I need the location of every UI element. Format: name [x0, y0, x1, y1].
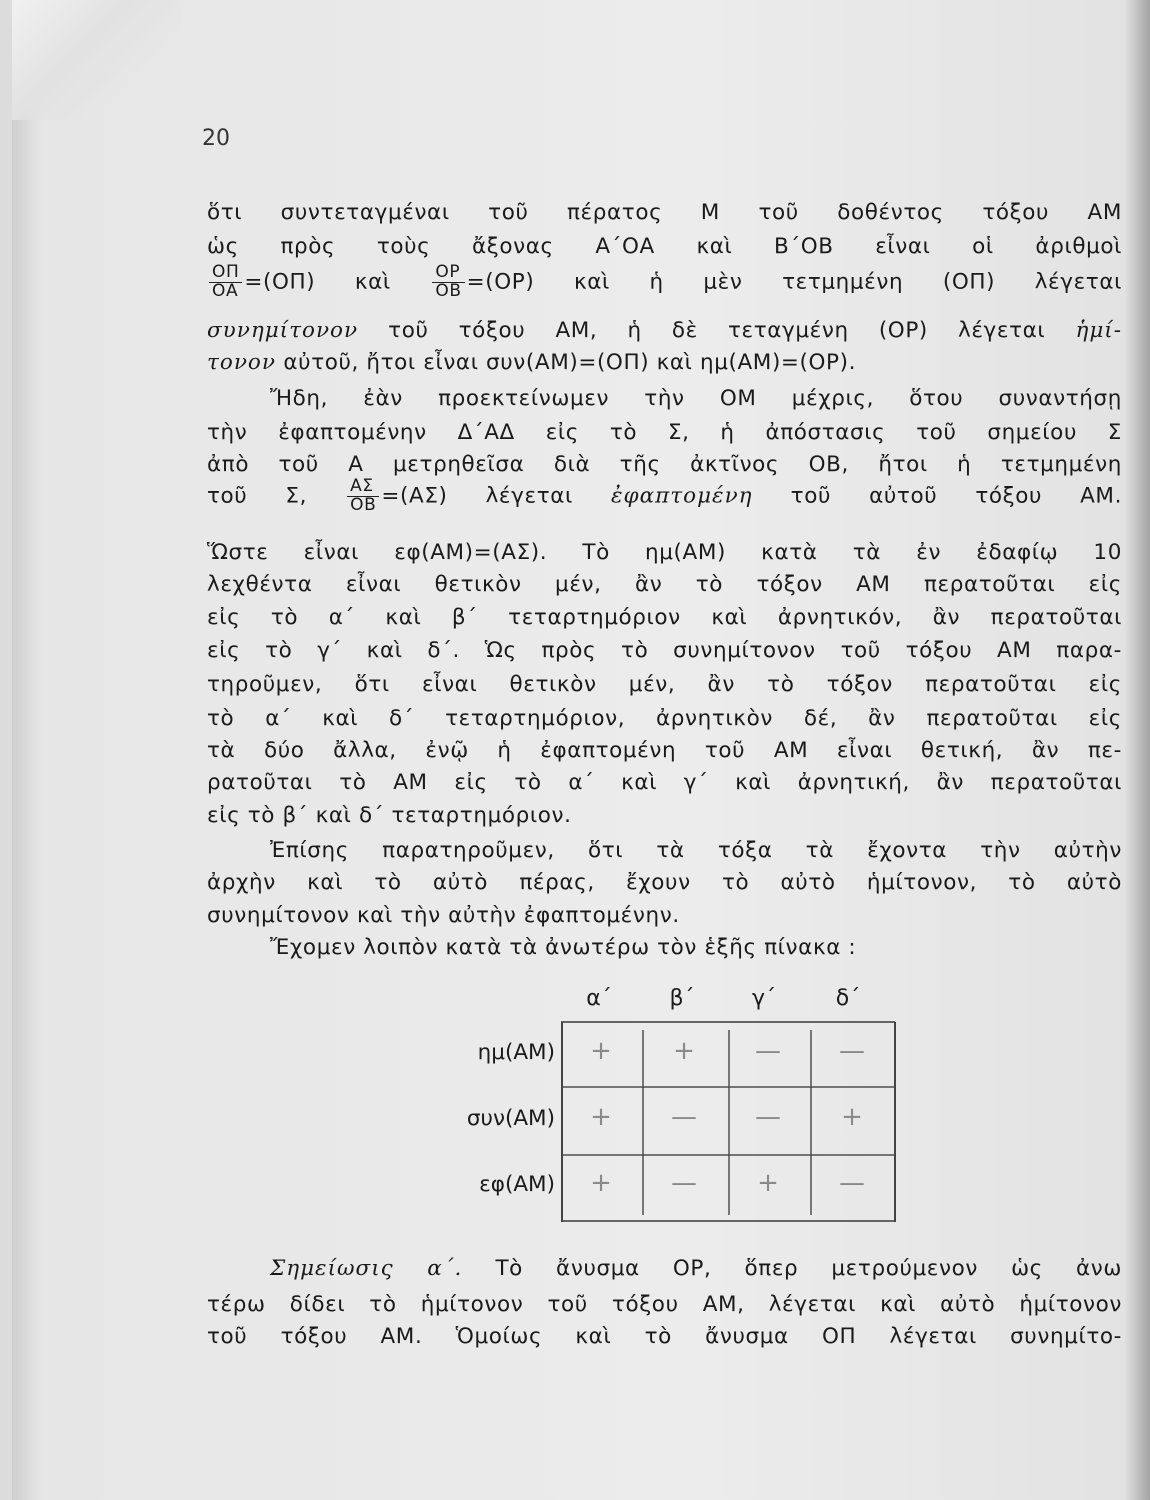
text-line: εἰς τὸ γ΄ καὶ δ΄. Ὡς πρὸς τὸ συνημίτονον τοῦ τόξου ΑΜ παρα-: [207, 638, 1122, 663]
note-line: τέρω δίδει τὸ ἡμίτονον τοῦ τόξου ΑΜ, λέγεται καὶ αὐτὸ ἡμίτονον: [207, 1292, 1122, 1317]
note-line: [270, 1256, 1122, 1281]
fraction-numerator: ΟΠ: [209, 264, 242, 283]
table-row-label: εφ(ΑΜ): [479, 1172, 555, 1197]
table-cell: +: [841, 1102, 863, 1132]
text-line: Ὥστε εἶναι εφ(ΑΜ)=(ΑΣ). Τὸ ημ(ΑΜ) κατὰ τὰ ἐν ἐδαφίῳ 10: [207, 540, 1122, 565]
fraction-denominator: ΟΑ: [212, 280, 239, 301]
text-line: ὅτι συντεταγμέναι τοῦ πέρατος Μ τοῦ δοθέντος τόξου ΑΜ: [207, 200, 1122, 225]
table-cell: +: [590, 1168, 612, 1198]
text-line: τηροῦμεν, ὅτι εἶναι θετικὸν μέν, ἂν τὸ τόξον περατοῦται εἰς: [207, 672, 1122, 697]
fraction-numerator: ΑΣ: [347, 478, 379, 497]
text-line: λεχθέντα εἶναι θετικὸν μέν, ἂν τὸ τόξον ΑΜ περατοῦται εἰς: [207, 572, 1122, 597]
italic-term: συνημίτονον: [207, 318, 359, 343]
text-line: ἀπὸ τοῦ Α μετρηθεῖσα διὰ τῆς ἀκτῖνος ΟΒ, ἤτοι ἡ τετμημένη: [207, 452, 1122, 477]
fraction-denominator: ΟΒ: [350, 494, 377, 515]
table-border: [561, 1021, 895, 1023]
text-run: τοῦ τόξου ΑΜ, ἡ δὲ τεταγμένη (ΟΡ) λέγεται: [388, 318, 1046, 343]
folded-corner: [12, 0, 182, 120]
text-line: [207, 350, 1122, 375]
text-line: Ἔχομεν λοιπὸν κατὰ τὰ ἀνωτέρω τὸν ἑξῆς πίνακα :: [270, 935, 857, 960]
text-line: ὡς πρὸς τοὺς ἄξονας Α΄ΟΑ καὶ Β΄ΟΒ εἶναι οἱ ἀριθμοὶ: [207, 234, 1122, 259]
table-cell: +: [590, 1102, 612, 1132]
text-line: [207, 318, 1122, 343]
text-run: τοῦ αὐτοῦ τόξου ΑΜ.: [790, 483, 1123, 509]
fraction-numerator: ΟΡ: [432, 264, 464, 283]
table-column-header: α΄: [586, 986, 612, 1011]
text-line: εἰς τὸ α΄ καὶ β΄ τεταρτημόριον καὶ ἀρνητικόν, ἂν περατοῦται: [207, 605, 1122, 630]
text-line: τὴν ἐφαπτομένην Δ΄ΑΔ εἰς τὸ Σ, ἡ ἀπόστασις τοῦ σημείου Σ: [207, 420, 1122, 445]
table-cell: —: [755, 1102, 781, 1132]
fraction-denominator: ΟΒ: [435, 280, 462, 301]
table-cell: —: [755, 1036, 781, 1066]
text-line: τὰ δύο ἄλλα, ἐνῷ ἡ ἐφαπτομένη τοῦ ΑΜ εἶναι θετική, ἂν πε-: [207, 738, 1122, 763]
note-line: τοῦ τόξου ΑΜ. Ὁμοίως καὶ τὸ ἄνυσμα ΟΠ λέγεται συνημίτο-: [207, 1324, 1122, 1349]
italic-term: ἡμί-: [1075, 318, 1123, 343]
table-divider: [561, 1086, 895, 1088]
fraction: [347, 478, 379, 515]
table-cell: —: [671, 1102, 697, 1132]
italic-term: ἐφαπτομένη: [611, 483, 753, 509]
table-column-header: δ΄: [835, 986, 861, 1011]
table-border: [894, 1022, 896, 1222]
fraction: [209, 264, 242, 301]
text-run: =(ΑΣ) λέγεται: [381, 483, 573, 509]
table-cell: +: [590, 1036, 612, 1066]
table-cell: —: [839, 1036, 865, 1066]
note-heading: Σημείωσις α΄.: [270, 1256, 463, 1281]
binding-shadow: [1124, 0, 1150, 1500]
table-divider: [561, 1154, 895, 1156]
text-line: συνημίτονον καὶ τὴν αὐτὴν ἐφαπτομένην.: [207, 903, 680, 928]
text-run: =(ΟΡ) καὶ ἡ μὲν τετμημένη (ΟΠ) λέγεται: [466, 269, 1122, 295]
fraction: [432, 264, 464, 301]
table-column-header: γ΄: [751, 986, 777, 1011]
text-line: Ἤδη, ἐὰν προεκτείνωμεν τὴν ΟΜ μέχρις, ὅτου συναντήσῃ: [270, 386, 1122, 411]
text-run: Τὸ ἄνυσμα ΟΡ, ὅπερ μετρούμενον ὡς ἀνω: [495, 1256, 1123, 1281]
text-line: ρατοῦται τὸ ΑΜ εἰς τὸ α΄ καὶ γ΄ καὶ ἀρνητική, ἂν περατοῦται: [207, 770, 1122, 795]
text-line: τὸ α΄ καὶ δ΄ τεταρτημόριον, ἀρνητικὸν δέ, ἂν περατοῦται εἰς: [207, 706, 1122, 731]
table-row-label: συν(ΑΜ): [466, 1106, 555, 1131]
text-run: αὐτοῦ, ἤτοι εἶναι συν(ΑΜ)=(ΟΠ) καὶ ημ(ΑΜ)=(ΟΡ).: [283, 350, 857, 375]
text-line-fractions: [207, 264, 1122, 301]
text-run: =(ΟΠ) καὶ: [244, 269, 391, 295]
text-line-fractions: [207, 478, 1122, 515]
italic-term: τονον: [207, 350, 276, 375]
table-border: [561, 1220, 895, 1222]
table-cell: —: [839, 1168, 865, 1198]
text-line: εἰς τὸ β΄ καὶ δ΄ τεταρτημόριον.: [207, 803, 572, 828]
book-page: [12, 0, 1150, 1500]
table-cell: +: [673, 1036, 695, 1066]
table-row-label: ημ(ΑΜ): [477, 1040, 555, 1065]
table-cell: +: [757, 1168, 779, 1198]
text-line: Ἐπίσης παρατηροῦμεν, ὅτι τὰ τόξα τὰ ἔχοντα τὴν αὐτὴν: [270, 838, 1122, 863]
table-column-header: β΄: [669, 986, 695, 1011]
text-line: ἀρχὴν καὶ τὸ αὐτὸ πέρας, ἔχουν τὸ αὐτὸ ἡμίτονον, τὸ αὐτὸ: [207, 870, 1122, 895]
table-cell: —: [671, 1168, 697, 1198]
page-number: 20: [202, 126, 230, 151]
text-run: τοῦ Σ,: [207, 483, 308, 509]
